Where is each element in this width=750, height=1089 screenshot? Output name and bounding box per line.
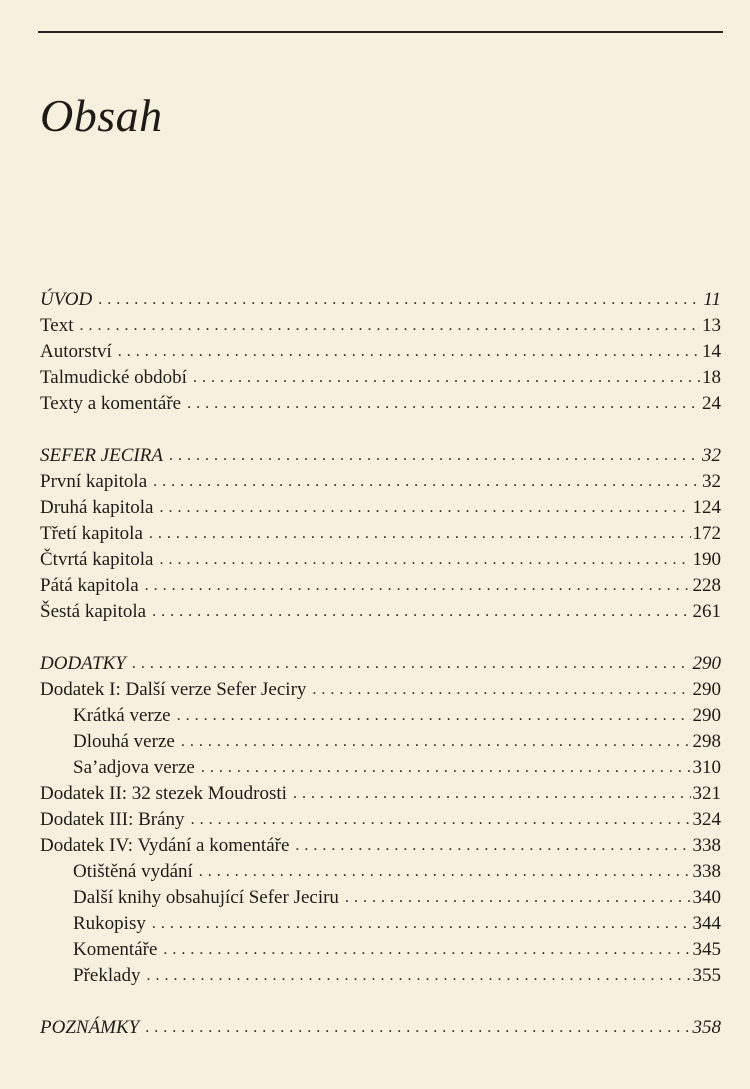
dot-leader [159, 550, 690, 569]
toc-page-number: 32 [702, 471, 721, 492]
toc-entry[interactable] [40, 751, 721, 777]
toc-page-number: 355 [692, 965, 721, 986]
dot-leader [153, 472, 700, 491]
toc-page-number: 344 [692, 913, 721, 934]
toc-entry-label: Šestá kapitola [40, 601, 147, 622]
toc-entry-label: SEFER JECIRA [40, 445, 163, 466]
dot-leader [187, 394, 700, 413]
dot-leader [193, 368, 700, 387]
toc-entry-label: První kapitola [40, 471, 148, 492]
toc-entry-label: Dodatek III: Brány [40, 809, 185, 830]
toc-entry-label: Otištěná vydání [73, 861, 193, 882]
toc-section-heading[interactable] [40, 439, 721, 465]
toc-page-number: 14 [702, 341, 721, 362]
toc-section-heading[interactable] [40, 647, 721, 673]
toc-page-number: 124 [692, 497, 721, 518]
toc-page-number: 24 [702, 393, 721, 414]
toc-entry-label: Sa’adjova verze [73, 757, 195, 778]
toc-entry[interactable] [40, 517, 721, 543]
toc-entry[interactable] [40, 491, 721, 517]
toc-page-number: 340 [692, 887, 721, 908]
dot-leader [181, 732, 691, 751]
dot-leader [191, 810, 691, 829]
toc-entry[interactable] [40, 959, 721, 985]
dot-leader [80, 316, 701, 335]
dot-leader [345, 888, 691, 907]
toc-entry[interactable] [40, 881, 721, 907]
toc-page-number: 190 [692, 549, 721, 570]
toc-entry-label: Čtvrtá kapitola [40, 549, 154, 570]
dot-leader [295, 836, 690, 855]
toc-page-number: 345 [692, 939, 721, 960]
dot-leader [149, 524, 691, 543]
toc-page-number: 13 [702, 315, 721, 336]
dot-leader [152, 602, 690, 621]
toc-entry[interactable] [40, 855, 721, 881]
toc-entry[interactable] [40, 673, 721, 699]
toc-entry-label: Krátká verze [73, 705, 171, 726]
toc-entry-label: Autorství [40, 341, 112, 362]
dot-leader [201, 758, 691, 777]
dot-leader [177, 706, 691, 725]
toc-page-number: 298 [692, 731, 721, 752]
toc-entry[interactable] [40, 309, 721, 335]
dot-leader [159, 498, 690, 517]
toc-page-number: 172 [692, 523, 721, 544]
dot-leader [169, 446, 700, 465]
toc-entry[interactable] [40, 595, 721, 621]
toc-entry-label: Texty a komentáře [40, 393, 182, 414]
toc-entry-label: Rukopisy [73, 913, 146, 934]
top-rule [38, 31, 723, 33]
page-title: Obsah [40, 89, 163, 141]
toc-entry-label: Dodatek I: Další verze Sefer Jeciry [40, 679, 307, 700]
dot-leader [152, 914, 691, 933]
toc-entry[interactable] [40, 361, 721, 387]
toc-page-number: 290 [692, 653, 721, 674]
toc-page-number: 324 [692, 809, 721, 830]
dot-leader [312, 680, 690, 699]
toc-page-number: 290 [692, 679, 721, 700]
toc-page-number: 358 [692, 1017, 721, 1038]
toc-page-number: 261 [692, 601, 721, 622]
toc-page-number: 32 [702, 445, 721, 466]
toc-section-heading[interactable] [40, 283, 721, 309]
toc-entry[interactable] [40, 907, 721, 933]
dot-leader [147, 966, 691, 985]
toc-entry[interactable] [40, 933, 721, 959]
toc-entry-label: ÚVOD [40, 289, 93, 310]
toc-entry-label: Pátá kapitola [40, 575, 139, 596]
toc-page-number: 18 [702, 367, 721, 388]
dot-leader [199, 862, 691, 881]
toc-entry[interactable] [40, 829, 721, 855]
toc-entry[interactable] [40, 725, 721, 751]
toc-entry-label: Překlady [73, 965, 141, 986]
toc-entry[interactable] [40, 335, 721, 361]
toc-entry[interactable] [40, 543, 721, 569]
dot-leader [145, 1018, 690, 1037]
dot-leader [98, 290, 701, 309]
dot-leader [132, 654, 691, 673]
toc-entry-label: Dodatek II: 32 stezek Moudrosti [40, 783, 287, 804]
toc-entry-label: POZNÁMKY [40, 1017, 140, 1038]
toc-page-number: 338 [692, 835, 721, 856]
dot-leader [145, 576, 691, 595]
toc-entry[interactable] [40, 777, 721, 803]
toc-entry-label: Dodatek IV: Vydání a komentáře [40, 835, 290, 856]
toc-page-number: 321 [692, 783, 721, 804]
dot-leader [118, 342, 700, 361]
toc-entry[interactable] [40, 569, 721, 595]
toc-entry-label: Druhá kapitola [40, 497, 154, 518]
toc-page-number: 310 [692, 757, 721, 778]
toc-section [40, 439, 721, 621]
toc-entry-label: Komentáře [73, 939, 158, 960]
toc-entry-label: Talmudické období [40, 367, 187, 388]
toc-entry-label: Třetí kapitola [40, 523, 143, 544]
dot-leader [293, 784, 691, 803]
toc-section-heading[interactable] [40, 1011, 721, 1037]
toc-entry-label: Text [40, 315, 74, 336]
toc-entry-label: Dlouhá verze [73, 731, 175, 752]
dot-leader [163, 940, 690, 959]
toc-entry[interactable] [40, 803, 721, 829]
toc-page-number: 11 [703, 289, 721, 310]
toc-page-number: 338 [692, 861, 721, 882]
toc-entry[interactable] [40, 699, 721, 725]
toc-entry[interactable] [40, 465, 721, 491]
toc-entry[interactable] [40, 387, 721, 413]
toc-section [40, 1011, 721, 1037]
toc-entry-label: Další knihy obsahující Sefer Jeciru [73, 887, 339, 908]
toc-page-number: 228 [692, 575, 721, 596]
table-of-contents [40, 283, 721, 1037]
toc-entry-label: DODATKY [40, 653, 126, 674]
toc-section [40, 283, 721, 413]
toc-page-number: 290 [692, 705, 721, 726]
toc-section [40, 647, 721, 985]
